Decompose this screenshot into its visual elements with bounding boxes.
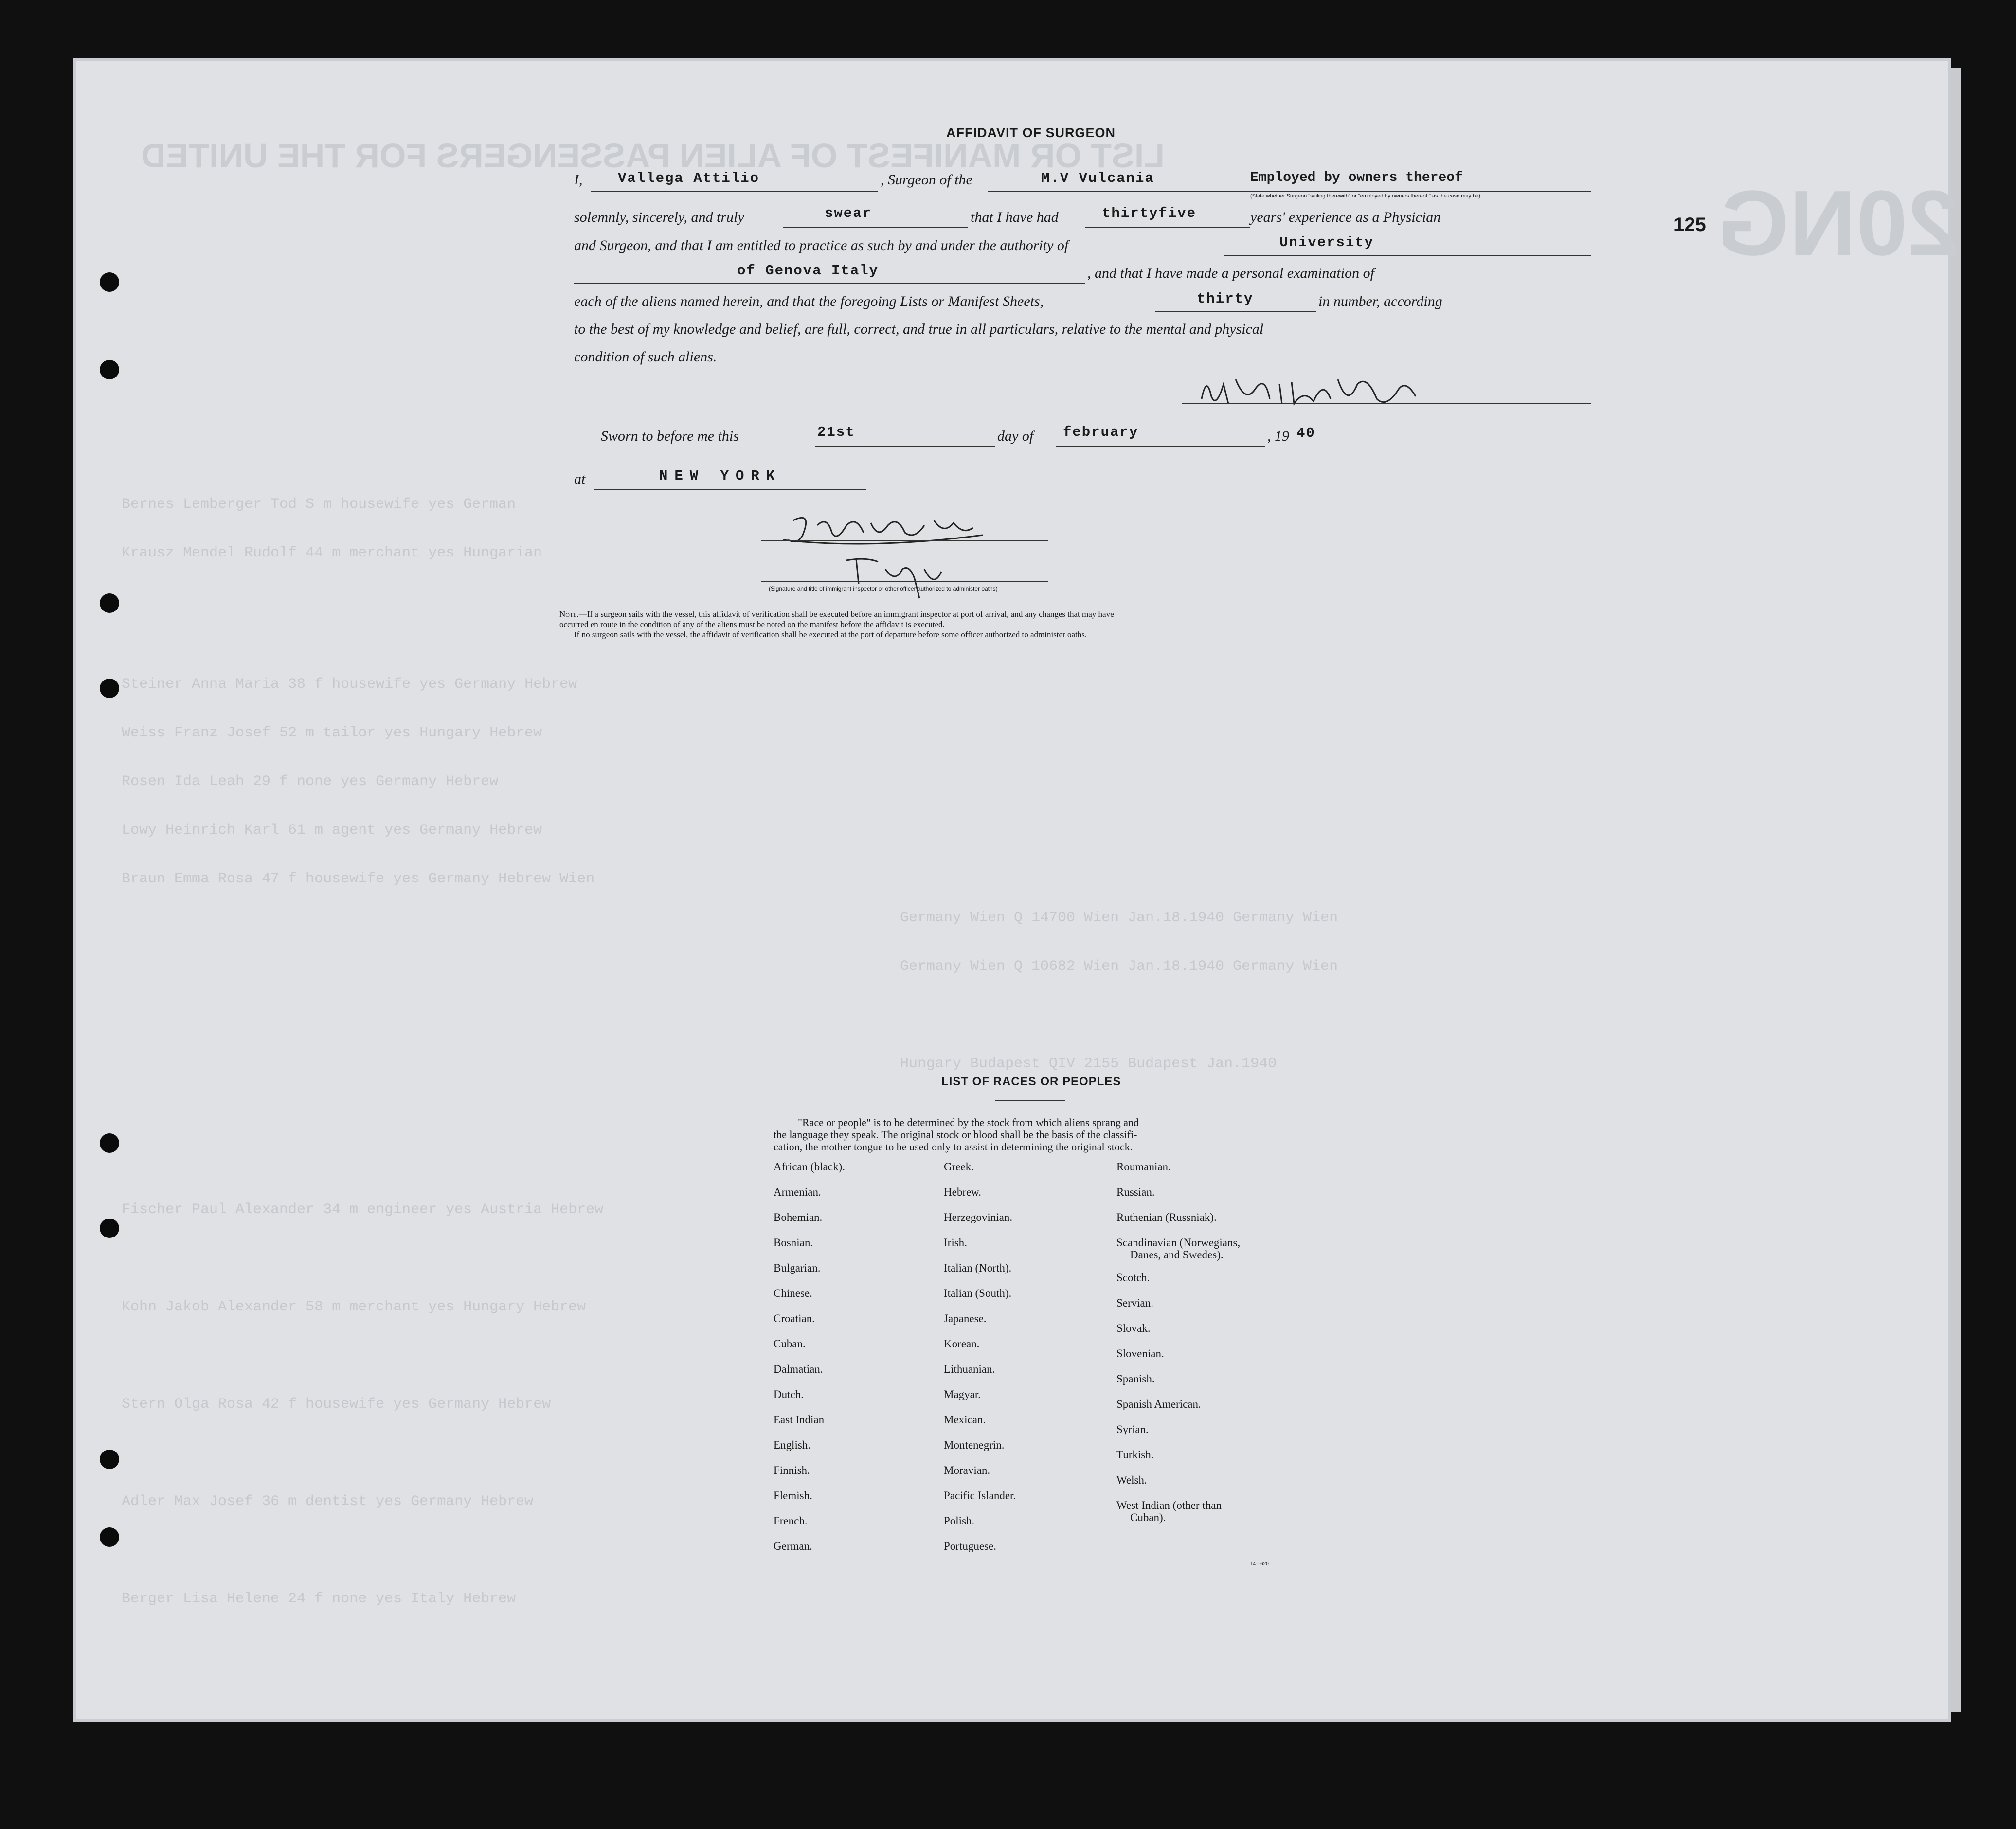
race-item: Syrian. — [1116, 1423, 1149, 1435]
race-item: Magyar. — [944, 1388, 981, 1400]
sheets-count: thirty — [1197, 291, 1254, 307]
races-intro-3: cation, the mother tongue to be used only to assist in determining the original stock. — [774, 1141, 1133, 1153]
race-item: Scotch. — [1116, 1272, 1150, 1284]
binder-hole — [100, 679, 119, 698]
bleed-through-row: Weiss Franz Josef 52 m tailor yes Hungary Hebrew — [122, 725, 542, 741]
bleed-through-row: Rosen Ida Leah 29 f none yes Germany Hebrew — [122, 773, 499, 790]
each-alien-label: each of the aliens named herein, and that the foregoing Lists or Manifest Sheets, — [574, 293, 1044, 309]
officer-hint: (Signature and title of immigrant inspector or other officer authorized to administer oaths) — [769, 585, 998, 592]
year-prefix: , 19 — [1267, 428, 1289, 444]
note-text-1: —If a surgeon sails with the vessel, this affidavit of verification shall be executed before an immigrant inspector at port of arrival, and any changes that may have — [578, 610, 1114, 619]
surgeon-name-line — [591, 191, 878, 192]
race-item: Slovak. — [1116, 1322, 1151, 1334]
race-item: Lithuanian. — [944, 1363, 995, 1375]
race-item: Spanish. — [1116, 1373, 1155, 1385]
race-item: Cuban. — [774, 1338, 806, 1350]
employment-line — [1250, 191, 1591, 192]
race-list-column-3 — [1116, 1160, 1240, 1523]
bleed-through-heading: LIST OR MANIFEST OF ALIEN PASSENGERS FOR THE UNITED — [141, 137, 1165, 175]
bleed-through-row: Hungary Budapest QIV 2155 Budapest Jan.1940 — [900, 1056, 1277, 1072]
years-experience: thirtyfive — [1102, 205, 1197, 221]
i-label: I, — [574, 172, 583, 188]
oath-type: swear — [825, 205, 872, 221]
examination-label: , and that I have made a personal examination of — [1087, 265, 1374, 281]
race-item: Turkish. — [1116, 1449, 1154, 1461]
races-intro-2: the language they speak. The original stock or blood shall be the basis of the classifi- — [774, 1129, 1137, 1141]
race-item: Greek. — [944, 1161, 974, 1173]
race-item: Dutch. — [774, 1388, 804, 1400]
employment-status: Employed by owners thereof — [1250, 170, 1463, 185]
binder-hole — [100, 360, 119, 379]
bleed-through-row: Kohn Jakob Alexander 58 m merchant yes Hungary Hebrew — [122, 1299, 586, 1315]
race-item: Irish. — [944, 1237, 967, 1249]
race-item: Italian (North). — [944, 1262, 1012, 1274]
bleed-through-row: Adler Max Josef 36 m dentist yes Germany Hebrew — [122, 1493, 534, 1510]
sworn-month: february — [1063, 424, 1139, 440]
bleed-through-row: Braun Emma Rosa 47 f housewife yes Germany Hebrew Wien — [122, 871, 595, 887]
at-label: at — [574, 471, 586, 487]
race-item: Flemish. — [774, 1489, 812, 1502]
vessel-line — [988, 191, 1294, 192]
race-item: Ruthenian (Russniak). — [1116, 1211, 1217, 1223]
race-item: German. — [774, 1540, 812, 1552]
race-item: Moravian. — [944, 1464, 990, 1476]
race-item: Herzegovinian. — [944, 1211, 1013, 1223]
sworn-year: 40 — [1296, 425, 1315, 441]
race-item: Polish. — [944, 1515, 975, 1527]
race-item: Portuguese. — [944, 1540, 996, 1552]
authority-part-2: of Genova Italy — [737, 263, 879, 279]
vessel-name: M.V Vulcania — [1041, 170, 1154, 186]
day-line — [815, 446, 995, 447]
race-item: Hebrew. — [944, 1186, 982, 1198]
race-list-column-1 — [774, 1160, 845, 1553]
authority-line-1 — [1224, 255, 1591, 256]
authority-line-2 — [574, 283, 1085, 284]
race-item: Montenegrin. — [944, 1439, 1005, 1451]
surgeon-signature-line — [1182, 403, 1591, 404]
in-number-label: in number, according — [1318, 293, 1442, 309]
condition-label: condition of such aliens. — [574, 349, 717, 365]
note-line-3: If no surgeon sails with the vessel, the affidavit of verification shall be executed at the port of departure before some officer authorized to administer oaths. — [574, 630, 1087, 639]
bleed-through-large-number: 20NG — [1717, 172, 1959, 275]
race-item: Spanish American. — [1116, 1398, 1201, 1410]
authority-part-1: University — [1279, 234, 1374, 251]
sworn-day: 21st — [817, 424, 855, 440]
race-item: Bulgarian. — [774, 1262, 821, 1274]
inspector-line-2 — [761, 581, 1048, 582]
bleed-through-row: Germany Wien Q 10682 Wien Jan.18.1940 Germany Wien — [900, 958, 1338, 975]
binder-hole — [100, 593, 119, 613]
race-item: Servian. — [1116, 1297, 1154, 1309]
years-exp-label: years' experience as a Physician — [1250, 209, 1441, 225]
race-item: English. — [774, 1439, 811, 1451]
manifest-sheet — [73, 58, 1959, 1722]
race-list-column-2 — [944, 1160, 1016, 1553]
note-label: Note. — [559, 610, 579, 619]
bleed-through-row: Berger Lisa Helene 24 f none yes Italy Hebrew — [122, 1591, 516, 1607]
page-number: 125 — [1674, 214, 1706, 235]
race-item: Dalmatian. — [774, 1363, 823, 1375]
binder-hole — [100, 1219, 119, 1238]
race-item: Chinese. — [774, 1287, 812, 1299]
affidavit-title: AFFIDAVIT OF SURGEON — [946, 126, 1116, 140]
race-item: Roumanian. — [1116, 1161, 1171, 1173]
employment-hint: (State whether Surgeon "sailing therewith" or "employed by owners thereof," as the case may be) — [1250, 193, 1480, 199]
sheets-count-line — [1155, 311, 1316, 312]
race-item: Welsh. — [1116, 1474, 1147, 1486]
race-item: Finnish. — [774, 1464, 810, 1476]
race-item-continued: Cuban). — [1130, 1511, 1166, 1524]
bleed-through-row: Stern Olga Rosa 42 f housewife yes Germany Hebrew — [122, 1396, 551, 1413]
month-line — [1056, 446, 1265, 447]
race-item: Japanese. — [944, 1312, 987, 1325]
note-line-2: occurred en route in the condition of any of the aliens must be noted on the manifest before the affidavit is executed. — [559, 620, 945, 629]
that-had-label: that I have had — [971, 209, 1059, 225]
race-item: African (black). — [774, 1161, 845, 1173]
bleed-through-row: Steiner Anna Maria 38 f housewife yes Germany Hebrew — [122, 676, 577, 693]
day-of-label: day of — [997, 428, 1034, 444]
race-item: East Indian — [774, 1414, 825, 1426]
bleed-through-row: Fischer Paul Alexander 34 m engineer yes Austria Hebrew — [122, 1201, 604, 1218]
note-line-1 — [559, 609, 1114, 619]
races-title-rule — [995, 1100, 1065, 1101]
sworn-label: Sworn to before me this — [601, 428, 739, 444]
race-item: Armenian. — [774, 1186, 821, 1198]
race-item: West Indian (other than — [1116, 1499, 1222, 1511]
oath-line — [783, 227, 968, 228]
sworn-place: NEW YORK — [659, 468, 782, 484]
race-item: French. — [774, 1515, 808, 1527]
years-line — [1085, 227, 1250, 228]
inspector-line-1 — [761, 540, 1048, 541]
race-item: Bohemian. — [774, 1211, 823, 1223]
race-item: Korean. — [944, 1338, 980, 1350]
races-title: LIST OF RACES OR PEOPLES — [941, 1075, 1121, 1088]
form-code: 14—620 — [1250, 1561, 1269, 1567]
bleed-through-row: Lowy Heinrich Karl 61 m agent yes Germany Hebrew — [122, 822, 542, 839]
binder-hole — [100, 1133, 119, 1153]
surgeon-name: Vallega Attilio — [618, 170, 760, 186]
race-item: Bosnian. — [774, 1237, 813, 1249]
solemnly-label: solemnly, sincerely, and truly — [574, 209, 744, 225]
binder-hole — [100, 1527, 119, 1547]
race-item-continued: Danes, and Swedes). — [1130, 1249, 1224, 1261]
race-item: Slovenian. — [1116, 1347, 1164, 1360]
race-item: Mexican. — [944, 1414, 986, 1426]
bleed-through-row: Bernes Lemberger Tod S m housewife yes German — [122, 496, 516, 513]
races-intro-1: "Race or people" is to be determined by the stock from which aliens sprang and — [798, 1116, 1139, 1129]
surgeon-of-label: , Surgeon of the — [881, 172, 972, 188]
bleed-through-row: Germany Wien Q 14700 Wien Jan.18.1940 Germany Wien — [900, 910, 1338, 926]
binder-hole — [100, 1450, 119, 1469]
race-item: Scandinavian (Norwegians, — [1116, 1237, 1241, 1249]
best-knowledge-label: to the best of my knowledge and belief, are full, correct, and true in all particulars, relative to the mental and physical — [574, 321, 1264, 337]
race-item: Italian (South). — [944, 1287, 1012, 1299]
race-item: Russian. — [1116, 1186, 1155, 1198]
binder-hole — [100, 272, 119, 292]
surgeon-signature — [1182, 370, 1435, 413]
race-item: Pacific Islander. — [944, 1489, 1016, 1502]
place-line — [594, 489, 866, 490]
race-item: Croatian. — [774, 1312, 815, 1325]
and-surgeon-label: and Surgeon, and that I am entitled to practice as such by and under the authority of — [574, 237, 1069, 253]
bleed-through-row: Krausz Mendel Rudolf 44 m merchant yes Hungarian — [122, 545, 542, 561]
